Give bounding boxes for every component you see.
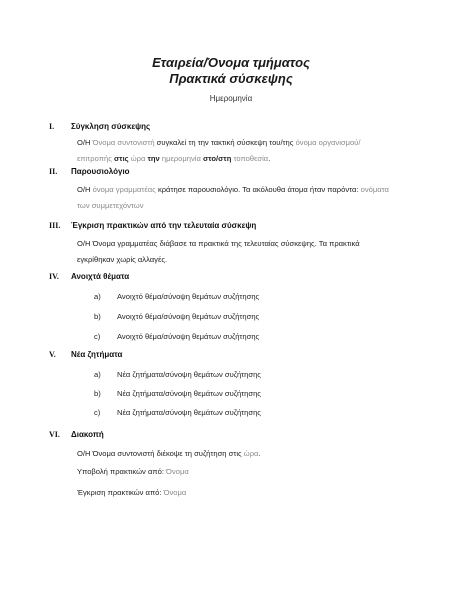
section-title: Διακοπή	[71, 430, 104, 439]
submitted-by-line: Υποβολή πρακτικών από: Όνομα	[77, 467, 189, 476]
name-placeholder: Όνομα	[166, 467, 189, 476]
section-title: Παρουσιολόγιο	[71, 167, 130, 176]
secretary-placeholder: όνομα γραμματέας	[92, 185, 156, 194]
section-heading-adjournment	[49, 430, 104, 439]
item-text: Ανοιχτό θέμα/σύνοψη θεμάτων συζήτησης	[117, 332, 260, 341]
item-text: Νέα ζητήματα/σύνοψη θεμάτων συζήτησης	[117, 408, 261, 417]
coordinator-placeholder: Όνομα συντονιστή	[92, 138, 155, 147]
approval-paragraph: Ο/Η Όνομα γραμματέας διάβασε τα πρακτικά της τελευταίας σύσκεψης. Τα πρακτικά εγκρίθηκαν χωρίς αλλαγές.	[77, 239, 360, 264]
section-number: III.	[49, 221, 61, 230]
section-number: V.	[49, 350, 56, 359]
item-text: Νέα ζητήματα/σύνοψη θεμάτων συζήτησης	[117, 389, 261, 398]
section-heading-call-to-order	[49, 122, 150, 131]
call-to-order-paragraph: Ο/Η Όνομα συντονιστή συγκαλεί τη την τακτική σύσκεψη του/της όνομα οργανισμού/επιτροπής στις ώρα την ημερομηνία στο/στη τοποθεσία.	[77, 138, 361, 163]
adjournment-paragraph: Ο/Η Όνομα συντονιστή διέκοψε τη συζήτηση στις ώρα.	[77, 449, 261, 458]
date-placeholder: Ημερομηνία	[209, 94, 253, 103]
organization-placeholder: όνομα οργανισμού/επιτροπής	[77, 138, 361, 163]
section-heading-new-business	[49, 350, 122, 359]
location-placeholder: τοποθεσία	[233, 154, 269, 163]
date-field-placeholder: ημερομηνία	[161, 154, 201, 163]
section-heading-open-issues	[49, 272, 129, 281]
section-heading-approval	[49, 221, 256, 230]
section-title: Σύγκληση σύσκεψης	[71, 122, 151, 131]
item-letter: c)	[94, 408, 101, 417]
section-heading-roll-call	[49, 167, 130, 176]
section-title: Ανοιχτά θέματα	[71, 272, 130, 281]
item-letter: c)	[94, 332, 101, 341]
item-text: Ανοιχτό θέμα/σύνοψη θεμάτων συζήτησης	[117, 312, 260, 321]
section-title: Έγκριση πρακτικών από την τελευταία σύσκεψη	[71, 221, 257, 230]
name-placeholder: Όνομα	[163, 488, 187, 497]
item-letter: b)	[94, 312, 101, 321]
section-number: I.	[49, 122, 55, 131]
section-number: IV.	[49, 272, 59, 281]
item-text: Νέα ζητήματα/σύνοψη θεμάτων συζήτησης	[117, 370, 261, 379]
roll-call-paragraph: Ο/Η όνομα γραμματέας κράτησε παρουσιολόγιο. Τα ακόλουθα άτομα ήταν παρόντα: ονόματα των συμμετεχόντων	[77, 185, 389, 210]
time-placeholder: ώρα	[243, 449, 259, 458]
item-letter: b)	[94, 389, 101, 398]
document-title: Πρακτικά σύσκεψης	[169, 71, 293, 86]
item-letter: a)	[94, 292, 101, 301]
approved-by-line: Έγκριση πρακτικών από: Όνομα	[77, 488, 187, 497]
item-text: Ανοιχτό θέμα/σύνοψη θεμάτων συζήτησης	[117, 292, 260, 301]
item-letter: a)	[94, 370, 101, 379]
section-title: Νέα ζητήματα	[71, 350, 123, 359]
attendees-placeholder: ονόματα των συμμετεχόντων	[77, 185, 389, 210]
company-title: Εταιρεία/Όνομα τμήματος	[152, 55, 310, 70]
section-number: II.	[49, 167, 58, 176]
time-placeholder: ώρα	[130, 154, 146, 163]
section-number: VI.	[49, 430, 60, 439]
